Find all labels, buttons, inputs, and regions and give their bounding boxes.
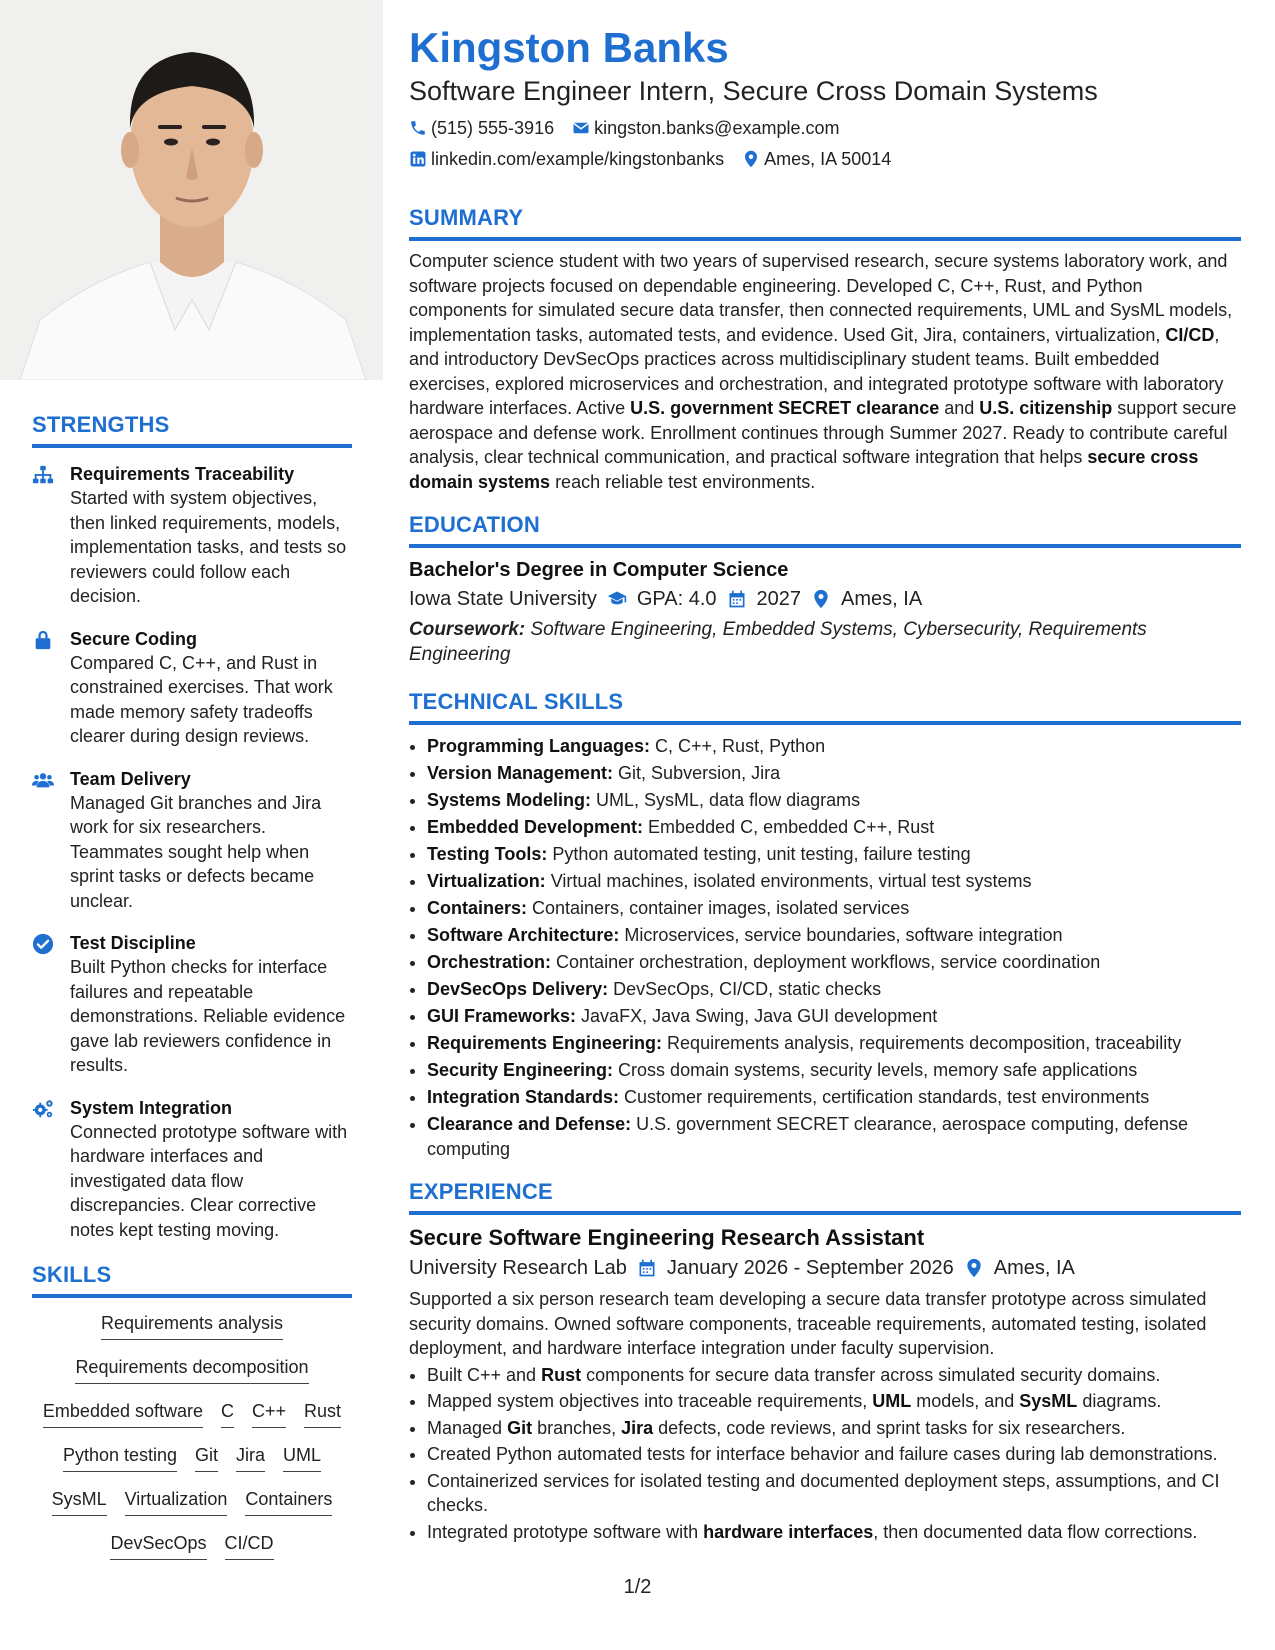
skill-chip: Requirements analysis — [101, 1312, 283, 1340]
gpa-text: GPA: 4.0 — [636, 588, 717, 610]
profile-photo — [0, 0, 383, 380]
experience-heading: EXPERIENCE — [409, 1179, 1241, 1215]
skill-value: Cross domain systems, security levels, memory safe applications — [613, 1060, 1138, 1080]
list-item — [427, 949, 1241, 976]
skill-value: Microservices, service boundaries, software integration — [619, 925, 1063, 945]
users-icon — [32, 767, 70, 914]
bullet-bold: UML — [872, 1391, 912, 1411]
list-item — [427, 787, 1241, 814]
skill-chip: Rust — [304, 1400, 341, 1428]
list-item — [427, 1111, 1241, 1161]
education-meta — [409, 584, 1241, 614]
skill-value: Python automated testing, unit testing, failure testing — [547, 844, 971, 864]
phone-icon — [409, 119, 427, 137]
list-item — [427, 1363, 1241, 1388]
skill-value: DevSecOps, CI/CD, static checks — [608, 979, 882, 999]
skill-value: Container orchestration, deployment workflows, service coordination — [551, 952, 1101, 972]
job-dates: January 2026 - September 2026 — [666, 1257, 954, 1279]
bullet-text: components for secure data transfer across simulated security domains. — [581, 1364, 1161, 1385]
list-item — [427, 976, 1241, 1003]
skill-label: Orchestration: — [427, 952, 552, 972]
skill-row — [32, 1312, 352, 1340]
candidate-name: Kingston Banks — [409, 24, 729, 71]
skill-chip: SysML — [52, 1488, 107, 1516]
skill-value: Requirements analysis, requirements decomposition, traceability — [662, 1033, 1182, 1053]
skill-value: Git, Subversion, Jira — [613, 763, 781, 783]
education-heading: EDUCATION — [409, 512, 1241, 548]
list-item — [427, 1030, 1241, 1057]
list-item — [427, 1389, 1241, 1414]
skill-value: Containers, container images, isolated services — [527, 898, 910, 918]
list-item — [427, 733, 1241, 760]
skill-row — [32, 1400, 352, 1428]
page-number: 1/2 — [623, 1576, 652, 1598]
skills-list — [32, 1312, 352, 1560]
strength-description: Managed Git branches and Jira work for six researchers. Teammates sought help when sprint tasks or defects became unclear. — [70, 792, 322, 911]
email-text: kingston.banks@example.com — [594, 118, 840, 138]
calendar-icon — [637, 1258, 657, 1278]
skill-row — [32, 1356, 352, 1384]
skill-chip: UML — [283, 1444, 321, 1472]
list-item — [427, 760, 1241, 787]
strength-item — [32, 627, 352, 749]
skill-chip: CI/CD — [225, 1532, 274, 1560]
contact-row — [409, 116, 1241, 140]
skill-chip: DevSecOps — [110, 1532, 206, 1560]
list-item — [427, 1520, 1241, 1545]
bullet-bold: Rust — [541, 1364, 582, 1385]
lock-icon — [32, 627, 70, 749]
job-title: Secure Software Engineering Research Assistant — [409, 1225, 925, 1250]
skill-label: Clearance and Defense: — [427, 1114, 632, 1134]
map-pin-icon — [964, 1258, 984, 1278]
list-item — [427, 1442, 1241, 1467]
summary-part: support secure aerospace and defense work. Enrollment continues through Summer 2027. Ready to contribute careful analysis, clear technical communication, and practical software integration that helps — [409, 398, 1237, 467]
skills-heading: SKILLS — [32, 1262, 352, 1298]
list-item — [427, 841, 1241, 868]
bullet-text: Mapped system objectives into traceable requirements, — [427, 1391, 873, 1411]
skill-value: Customer requirements, certification standards, test environments — [619, 1087, 1150, 1107]
calendar-icon — [727, 589, 747, 609]
skill-row — [32, 1488, 352, 1516]
skill-chip: C++ — [252, 1400, 286, 1428]
summary-bold: U.S. citizenship — [979, 398, 1113, 418]
bullet-bold: hardware interfaces — [703, 1521, 874, 1542]
linkedin-icon — [409, 150, 427, 168]
skill-chip: Python testing — [63, 1444, 177, 1472]
strength-title: Requirements Traceability — [70, 464, 295, 484]
strength-item — [32, 767, 352, 914]
map-pin-icon — [811, 589, 831, 609]
location-contact — [742, 147, 891, 171]
skill-label: Testing Tools: — [427, 844, 548, 864]
skill-label: Software Architecture: — [427, 925, 620, 945]
bullet-bold: SysML — [1019, 1391, 1078, 1411]
skill-chip: C — [221, 1400, 234, 1428]
summary-bold: CI/CD — [1165, 324, 1215, 345]
skill-chip: Virtualization — [125, 1488, 228, 1516]
location-text: Ames, IA 50014 — [764, 149, 892, 169]
skill-chip: Jira — [236, 1444, 265, 1472]
strength-item — [32, 462, 352, 609]
skill-chip: Git — [195, 1444, 218, 1472]
gears-icon — [32, 1096, 70, 1243]
email-contact[interactable] — [572, 116, 839, 140]
experience-bullets — [409, 1363, 1241, 1545]
bullet-text: Built C++ and — [427, 1364, 542, 1385]
list-item — [427, 1003, 1241, 1030]
skill-label: Programming Languages: — [427, 736, 651, 756]
strength-title: Secure Coding — [70, 628, 198, 649]
list-item — [427, 922, 1241, 949]
bullet-text: models, and — [911, 1391, 1020, 1411]
phone-text: (515) 555-3916 — [431, 118, 555, 138]
linkedin-text: linkedin.com/example/kingstonbanks — [431, 149, 725, 169]
strength-title: Team Delivery — [70, 768, 191, 789]
skill-label: Virtualization: — [427, 871, 546, 891]
list-item — [427, 895, 1241, 922]
map-pin-icon — [742, 150, 760, 168]
job-meta — [409, 1253, 1241, 1283]
graduation-cap-icon — [607, 589, 627, 609]
bullet-text: Managed — [427, 1417, 508, 1438]
coursework-label: Coursework: — [409, 619, 526, 640]
technical-skills-list — [409, 733, 1241, 1161]
graduation-year: 2027 — [756, 588, 802, 610]
job-description: Supported a six person research team developing a secure data transfer prototype across simulated security domains. Owned software components, traceable requirements, automated testing, isolated deployment, and hardware interface integration under faculty supervision. — [409, 1289, 1207, 1358]
skill-chip: Embedded software — [43, 1400, 203, 1428]
summary-part: , and introductory DevSecOps practices across multidisciplinary student teams. Built embedded exercises, explored microservices and orchestration, and integrated prototype software with laboratory hardware interfaces. Active — [409, 324, 1224, 418]
technical-skills-heading: TECHNICAL SKILLS — [409, 689, 1241, 725]
summary-part: reach reliable test environments. — [550, 471, 816, 492]
summary-text — [409, 249, 1241, 494]
skill-label: GUI Frameworks: — [427, 1006, 577, 1026]
skill-label: Security Engineering: — [427, 1060, 614, 1080]
skill-label: Systems Modeling: — [427, 790, 592, 810]
skill-value: UML, SysML, data flow diagrams — [591, 790, 861, 810]
linkedin-contact[interactable] — [409, 147, 724, 171]
skill-value: C, C++, Rust, Python — [650, 736, 826, 756]
strength-description: Compared C, C++, and Rust in constrained exercises. That work made memory safety tradeoffs clearer during design reviews. — [70, 652, 333, 746]
skill-value: U.S. government SECRET clearance, aerospace computing, defense computing — [427, 1114, 1189, 1159]
organization-name: University Research Lab — [409, 1257, 627, 1279]
bullet-text: branches, — [532, 1417, 622, 1438]
bullet-text: Integrated prototype software with — [427, 1521, 704, 1542]
skill-label: Embedded Development: — [427, 817, 644, 837]
skill-label: Requirements Engineering: — [427, 1033, 663, 1053]
bullet-bold: Jira — [621, 1417, 654, 1438]
list-item — [427, 868, 1241, 895]
summary-bold: U.S. government SECRET clearance — [630, 398, 940, 418]
coursework-list: Software Engineering, Embedded Systems, Cybersecurity, Requirements Engineering — [409, 619, 1147, 665]
bullet-text: , then documented data flow corrections. — [873, 1521, 1198, 1542]
skill-row — [32, 1532, 352, 1560]
strength-title: System Integration — [70, 1097, 233, 1118]
summary-part: and — [939, 398, 980, 418]
phone-contact[interactable] — [409, 116, 554, 140]
summary-heading: SUMMARY — [409, 205, 1241, 241]
right-column — [409, 22, 1241, 1546]
sitemap-icon — [32, 462, 70, 609]
candidate-role: Software Engineer Intern, Secure Cross Domain Systems — [409, 76, 1098, 106]
skill-value: JavaFX, Java Swing, Java GUI development — [576, 1006, 938, 1026]
strength-item — [32, 931, 352, 1078]
school-name: Iowa State University — [409, 588, 597, 610]
list-item — [427, 1469, 1241, 1518]
bullet-bold: Git — [507, 1417, 533, 1438]
left-column — [0, 0, 383, 1650]
education-location: Ames, IA — [841, 588, 923, 610]
bullet-text: diagrams. — [1077, 1391, 1162, 1411]
summary-part: Computer science student with two years of supervised research, secure systems laboratory work, and software projects focused on dependable engineering. Developed C, C++, Rust, and Python components for simulated secure data transfer, then connected requirements, UML and SysML models, implementation tasks, automated tests, and evidence. Used Git, Jira, containers, virtualization, — [409, 251, 1233, 345]
skill-chip: Requirements decomposition — [75, 1356, 308, 1384]
skill-value: Embedded C, embedded C++, Rust — [643, 817, 935, 837]
bullet-text: Containerized services for isolated testing and documented deployment steps, assumptions, and CI checks. — [427, 1470, 1220, 1515]
skill-label: Integration Standards: — [427, 1087, 620, 1107]
envelope-icon — [572, 119, 590, 137]
left-content — [32, 412, 352, 1576]
portrait-illustration — [0, 0, 383, 380]
skill-label: Version Management: — [427, 763, 614, 783]
job-location: Ames, IA — [993, 1257, 1075, 1279]
bullet-text: Created Python automated tests for interface behavior and failure cases during lab demonstrations. — [427, 1444, 1218, 1464]
skill-row — [32, 1444, 352, 1472]
skill-value: Virtual machines, isolated environments, virtual test systems — [545, 871, 1032, 891]
bullet-text: defects, code reviews, and sprint tasks for six researchers. — [653, 1417, 1126, 1438]
strength-description: Connected prototype software with hardware interfaces and investigated data flow discrepancies. Clear corrective notes kept testing moving. — [70, 1121, 348, 1240]
skill-label: DevSecOps Delivery: — [427, 979, 609, 999]
degree-title: Bachelor's Degree in Computer Science — [409, 559, 789, 581]
strength-description: Built Python checks for interface failures and repeatable demonstrations. Reliable evidence gave lab reviewers confidence in results. — [70, 957, 346, 1075]
skill-label: Containers: — [427, 898, 528, 918]
list-item — [427, 1416, 1241, 1441]
contact-row — [409, 147, 1241, 171]
summary-bold: secure cross domain systems — [409, 447, 1199, 492]
list-item — [427, 1084, 1241, 1111]
list-item — [427, 814, 1241, 841]
strength-title: Test Discipline — [70, 933, 196, 953]
list-item — [427, 1057, 1241, 1084]
strength-item — [32, 1096, 352, 1243]
coursework — [409, 618, 1241, 667]
strengths-heading: STRENGTHS — [32, 412, 352, 448]
check-circle-icon — [32, 931, 70, 1078]
strength-description: Started with system objectives, then linked requirements, models, implementation tasks, and tests so reviewers could follow each decision. — [70, 488, 347, 606]
skill-chip: Containers — [245, 1488, 332, 1516]
